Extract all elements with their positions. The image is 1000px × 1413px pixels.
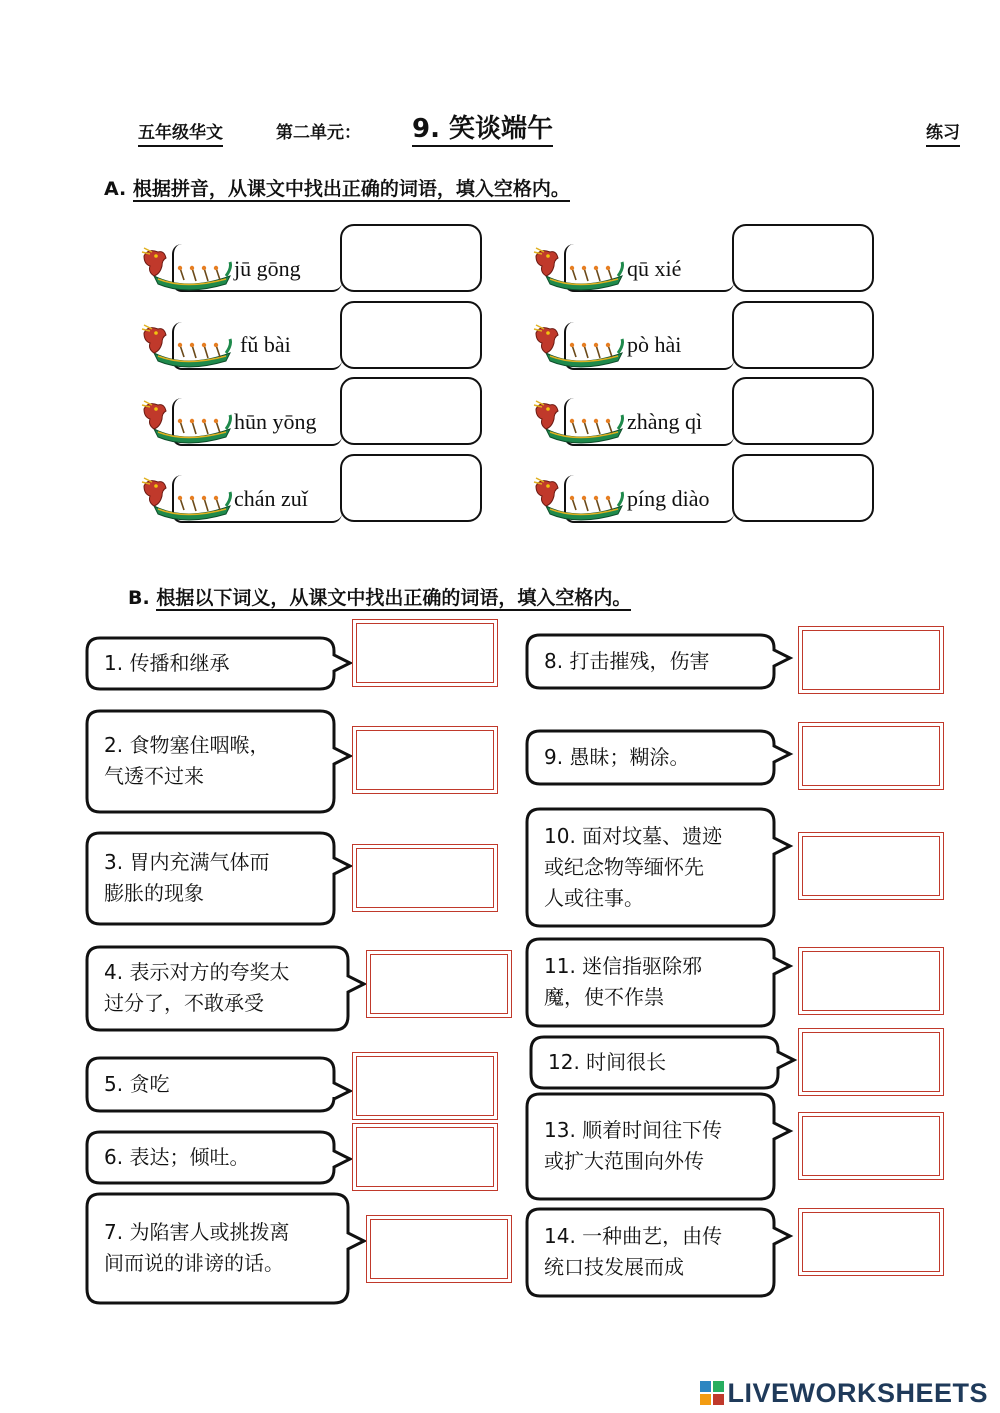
definition-bubble-4 xyxy=(86,946,368,1030)
definition-bubble-12 xyxy=(530,1036,798,1088)
definition-bubble-2 xyxy=(86,710,354,812)
definition-text-3: 3. 胃内充满气体而 膨胀的现象 xyxy=(104,850,270,905)
answer-box-a5[interactable] xyxy=(340,377,482,445)
dragon-boat-icon xyxy=(140,246,232,292)
answer-box-b1[interactable] xyxy=(352,619,498,687)
answer-box-b14[interactable] xyxy=(798,1208,944,1276)
answer-box-a4[interactable] xyxy=(732,301,874,369)
pinyin-3: fǔ bài xyxy=(240,332,291,357)
pinyin-7: chán zuǐ xyxy=(234,486,308,511)
definition-text-4: 4. 表示对方的夸奖太 过分了，不敢承受 xyxy=(104,960,290,1015)
unit-label: 第二单元： xyxy=(276,123,361,143)
definition-text-1: 1. 传播和继承 xyxy=(104,651,230,675)
dragon-boat-icon xyxy=(140,399,232,445)
pinyin-6: zhàng qì xyxy=(627,409,703,434)
section-a-text: 根据拼音，从课文中找出正确的词语，填入空格内。 xyxy=(132,178,570,200)
pinyin-4: pò hài xyxy=(627,332,682,357)
answer-box-a7[interactable] xyxy=(340,454,482,522)
pinyin-2: qū xié xyxy=(627,256,682,281)
dragon-boat-icon xyxy=(532,323,624,369)
lesson-title: 9. 笑谈端午 xyxy=(412,108,553,147)
answer-box-a6[interactable] xyxy=(732,377,874,445)
definition-text-14: 14. 一种曲艺，由传 统口技发展而成 xyxy=(544,1224,723,1279)
grade-label: 五年级华文 xyxy=(138,118,223,147)
definition-bubble-5 xyxy=(86,1057,354,1111)
definition-text-6: 6. 表达；倾吐。 xyxy=(104,1145,250,1169)
answer-box-a1[interactable] xyxy=(340,224,482,292)
definition-text-5: 5. 贪吃 xyxy=(104,1072,170,1096)
section-b-letter: B. xyxy=(128,587,150,609)
answer-box-b3[interactable] xyxy=(352,844,498,912)
answer-box-b12[interactable] xyxy=(798,1028,944,1096)
section-a-letter: A. xyxy=(104,178,127,200)
dragon-boat-icon xyxy=(532,246,624,292)
definition-text-11: 11. 迷信指驱除邪 魔，使不作祟 xyxy=(544,954,703,1009)
answer-box-b13[interactable] xyxy=(798,1112,944,1180)
section-a-instruction xyxy=(104,174,570,201)
definition-bubble-7 xyxy=(86,1193,368,1303)
definition-text-7: 7. 为陷害人或挑拨离 间而说的诽谤的话。 xyxy=(104,1220,290,1275)
definition-bubble-6 xyxy=(86,1131,354,1183)
dragon-boat-icon xyxy=(140,476,232,522)
section-b-text: 根据以下词义，从课文中找出正确的词语，填入空格内。 xyxy=(156,587,632,609)
answer-box-a3[interactable] xyxy=(340,301,482,369)
brand-text: LIVEWORKSHEETS xyxy=(727,1378,988,1408)
dragon-boat-icon xyxy=(532,476,624,522)
answer-box-b8[interactable] xyxy=(798,626,944,694)
pinyin-5: hūn yōng xyxy=(234,409,317,434)
definition-text-9: 9. 愚昧；糊涂。 xyxy=(544,745,690,769)
liveworksheets-logo xyxy=(700,1378,988,1409)
answer-box-a2[interactable] xyxy=(732,224,874,292)
section-b-instruction xyxy=(128,583,631,610)
answer-box-b7[interactable] xyxy=(366,1215,512,1283)
answer-box-b11[interactable] xyxy=(798,947,944,1015)
definition-bubble-14 xyxy=(526,1208,794,1296)
pinyin-8: píng diào xyxy=(627,486,710,511)
answer-box-a8[interactable] xyxy=(732,454,874,522)
answer-box-b10[interactable] xyxy=(798,832,944,900)
liveworksheets-logo-icon xyxy=(700,1381,724,1405)
definition-text-2: 2. 食物塞住咽喉， 气透不过来 xyxy=(104,733,270,788)
definition-bubble-9 xyxy=(526,730,794,784)
exercise-tag: 练习 xyxy=(926,118,960,147)
definition-bubble-3 xyxy=(86,832,354,924)
definition-bubble-8 xyxy=(526,634,794,688)
definition-text-13: 13. 顺着时间往下传 或扩大范围向外传 xyxy=(544,1118,723,1173)
answer-box-b9[interactable] xyxy=(798,722,944,790)
definition-bubble-13 xyxy=(526,1093,794,1199)
definition-bubble-11 xyxy=(526,938,794,1026)
pinyin-1: jū gōng xyxy=(234,256,301,281)
answer-box-b4[interactable] xyxy=(366,950,512,1018)
definition-text-8: 8. 打击摧残，伤害 xyxy=(544,649,710,673)
dragon-boat-icon xyxy=(532,399,624,445)
answer-box-b6[interactable] xyxy=(352,1123,498,1191)
answer-box-b5[interactable] xyxy=(352,1052,498,1120)
definition-bubble-10 xyxy=(526,808,794,926)
definition-bubble-1 xyxy=(86,637,354,689)
definition-text-12: 12. 时间很长 xyxy=(548,1050,667,1074)
answer-box-b2[interactable] xyxy=(352,726,498,794)
dragon-boat-icon xyxy=(140,323,232,369)
definition-text-10: 10. 面对坟墓、遗迹 或纪念物等缅怀先 人或往事。 xyxy=(544,824,723,910)
